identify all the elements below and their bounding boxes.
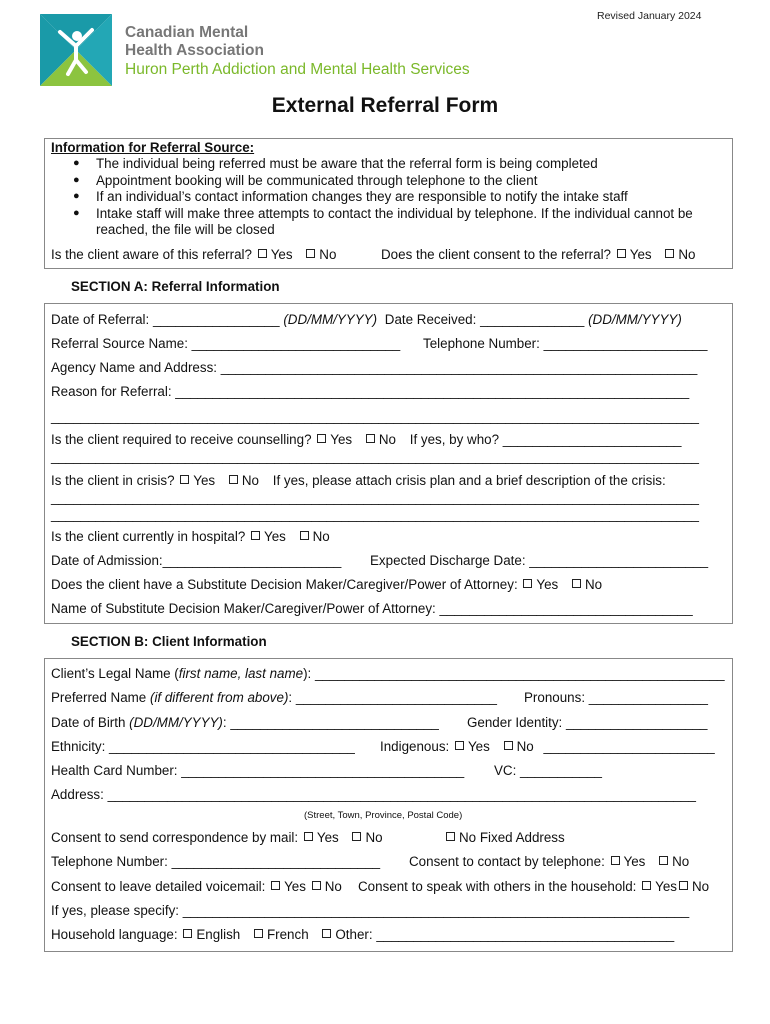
household-specify-field[interactable]: If yes, please specify: ____________________________________________________________________ [51,903,690,918]
no-label: No [516,739,534,754]
date-referral-field[interactable]: Date of Referral: _________________ [51,312,280,327]
agency-field[interactable]: Agency Name and Address: ________________________________________________________________ [51,360,698,375]
client-telephone-field[interactable]: Telephone Number: ____________________________ [51,854,381,869]
aware-question-row [51,247,336,262]
info-bullet: Appointment booking will be communicated through telephone to the client [96,173,538,188]
preferred-name-hint: (if different from above) [149,690,289,705]
household-yes-checkbox[interactable] [642,881,651,890]
referral-telephone-field[interactable]: Telephone Number: ______________________ [423,336,708,351]
crisis-yes-checkbox[interactable] [180,475,189,484]
bullet-dot: ● [73,157,80,169]
no-label: No [241,473,259,488]
yes-label: Yes [330,432,353,447]
mail-no-checkbox[interactable] [352,832,361,841]
vc-field[interactable]: VC: ___________ [494,763,602,778]
counselling-no-checkbox[interactable] [366,434,375,443]
org-name-line1: Canadian Mental [125,24,249,41]
aware-no-checkbox[interactable] [306,249,315,258]
counselling-yes-checkbox[interactable] [317,434,326,443]
other-language-field[interactable]: Other: ________________________________________ [335,927,675,942]
date-referral-row[interactable] [51,312,682,327]
counselling-who-field[interactable]: If yes, by who? ________________________ [409,432,682,447]
counselling-line[interactable]: _______________________________________________________________________________________ [51,449,699,464]
info-bullet-cont: reached, the file will be closed [96,222,275,237]
language-row [51,927,674,942]
counselling-question: Is the client required to receive counselling? [51,432,312,447]
legal-name-hint: first name, last name [178,666,304,681]
info-bullet: The individual being referred must be aware that the referral form is being completed [96,156,598,171]
no-label: No [319,247,337,262]
phone-yes-checkbox[interactable] [611,856,620,865]
ethnicity-field[interactable]: Ethnicity: _________________________________ [51,739,355,754]
indigenous-blank[interactable]: _______________________ [543,739,715,754]
revised-date: Revised January 2024 [597,10,702,22]
mail-consent-question: Consent to send correspondence by mail: [51,830,299,845]
no-label: No [678,247,696,262]
no-label: No [324,879,342,894]
voicemail-yes-checkbox[interactable] [271,881,280,890]
no-label: No [585,577,603,592]
discharge-date-field[interactable]: Expected Discharge Date: ________________________ [370,553,709,568]
other-language-checkbox[interactable] [322,929,331,938]
yes-label: Yes [536,577,559,592]
crisis-no-checkbox[interactable] [229,475,238,484]
no-label: No [312,529,330,544]
indigenous-label: Indigenous: [380,739,450,754]
indigenous-no-checkbox[interactable] [504,741,513,750]
legal-name-blank[interactable]: ): _______________________________________________________ [303,666,725,681]
bullet-dot: ● [73,207,80,219]
info-bullet: Intake staff will make three attempts to contact the individual by telephone. If the individual cannot be [96,206,693,221]
consent-no-checkbox[interactable] [665,249,674,258]
dob-blank[interactable]: : ____________________________ [222,715,439,730]
language-label: Household language: [51,927,178,942]
phone-consent-row [409,854,689,869]
household-no-checkbox[interactable] [679,881,688,890]
dob-field[interactable] [51,715,439,730]
cmha-logo [40,14,112,86]
no-fixed-address-checkbox[interactable] [446,832,455,841]
info-bullet: If an individual’s contact information changes they are responsible to notify the intake staff [96,189,628,204]
yes-label: Yes [193,473,216,488]
english-label: English [196,927,241,942]
no-label: No [365,830,383,845]
reason-field[interactable]: Reason for Referral: _____________________________________________________________________ [51,384,690,399]
indigenous-yes-checkbox[interactable] [455,741,464,750]
bullet-dot: ● [73,174,80,186]
section-a-title: SECTION A: Referral Information [71,279,280,294]
preferred-name-blank[interactable]: : ___________________________ [288,690,497,705]
yes-label: Yes [467,739,490,754]
admission-date-field[interactable]: Date of Admission:________________________ [51,553,342,568]
crisis-line[interactable]: _______________________________________________________________________________________ [51,490,699,505]
voicemail-question: Consent to leave detailed voicemail: [51,879,266,894]
consent-question: Does the client consent to the referral? [381,247,612,262]
mail-yes-checkbox[interactable] [304,832,313,841]
info-heading: Information for Referral Source: [51,140,255,155]
aware-question: Is the client aware of this referral? [51,247,252,262]
sdm-question: Does the client have a Substitute Decision Maker/Caregiver/Power of Attorney: [51,577,518,592]
preferred-name-label: Preferred Name [51,690,150,705]
yes-label: Yes [655,879,677,894]
household-consent-row [358,879,709,894]
consent-yes-checkbox[interactable] [617,249,626,258]
hospital-question: Is the client currently in hospital? [51,529,246,544]
sdm-no-checkbox[interactable] [572,579,581,588]
date-format-hint: (DD/MM/YYYY) [283,312,378,327]
hospital-row [51,529,330,544]
yes-label: Yes [270,247,293,262]
org-service-name: Huron Perth Addiction and Mental Health Services [125,61,470,78]
reason-line[interactable]: _______________________________________________________________________________________ [51,409,699,424]
crisis-question: Is the client in crisis? [51,473,175,488]
yes-label: Yes [284,879,306,894]
section-b-title: SECTION B: Client Information [71,634,267,649]
french-label: French [266,927,309,942]
consent-question-row [381,247,695,262]
pronouns-field[interactable]: Pronouns: ________________ [524,690,708,705]
aware-yes-checkbox[interactable] [258,249,267,258]
legal-name-label: Client’s Legal Name ( [51,666,179,681]
crisis-row [51,473,666,488]
bullet-dot: ● [73,190,80,202]
org-name-line2: Health Association [125,42,264,59]
crisis-attach-note: If yes, please attach crisis plan and a brief description of the crisis: [272,473,666,488]
dob-format-hint: (DD/MM/YYYY) [129,715,223,730]
phone-no-checkbox[interactable] [659,856,668,865]
voicemail-no-checkbox[interactable] [312,881,321,890]
counselling-row [51,432,682,447]
yes-label: Yes [316,830,339,845]
preferred-name-field[interactable] [51,690,497,705]
no-label: No [692,879,710,894]
voicemail-row [51,879,342,894]
hospital-yes-checkbox[interactable] [251,531,260,540]
english-checkbox[interactable] [183,929,192,938]
legal-name-field[interactable] [51,666,725,681]
date-received-field[interactable]: Date Received: ______________ [384,312,585,327]
gender-identity-field[interactable]: Gender Identity: ___________________ [467,715,708,730]
no-fixed-address-row [444,830,565,845]
address-hint: (Street, Town, Province, Postal Code) [304,810,463,821]
health-card-field[interactable]: Health Card Number: ______________________________________ [51,763,465,778]
sdm-yes-checkbox[interactable] [523,579,532,588]
sdm-row [51,577,602,592]
date-format-hint: (DD/MM/YYYY) [588,312,682,327]
yes-label: Yes [623,854,646,869]
yes-label: Yes [264,529,286,544]
address-field[interactable]: Address: _______________________________________________________________________________ [51,787,696,802]
form-title: External Referral Form [271,94,499,117]
no-label: No [378,432,396,447]
french-checkbox[interactable] [254,929,263,938]
dob-label: Date of Birth [51,715,130,730]
no-label: No [672,854,690,869]
no-fixed-address-label: No Fixed Address [459,830,565,845]
mail-consent-row [51,830,383,845]
referral-source-name-field[interactable]: Referral Source Name: ____________________________ [51,336,401,351]
phone-consent-question: Consent to contact by telephone: [409,854,605,869]
crisis-line[interactable]: _______________________________________________________________________________________ [51,507,699,522]
yes-label: Yes [629,247,652,262]
sdm-name-field[interactable]: Name of Substitute Decision Maker/Caregiver/Power of Attorney: __________________________________ [51,601,693,616]
household-question: Consent to speak with others in the household: [358,879,637,894]
indigenous-row [380,739,715,754]
hospital-no-checkbox[interactable] [300,531,309,540]
